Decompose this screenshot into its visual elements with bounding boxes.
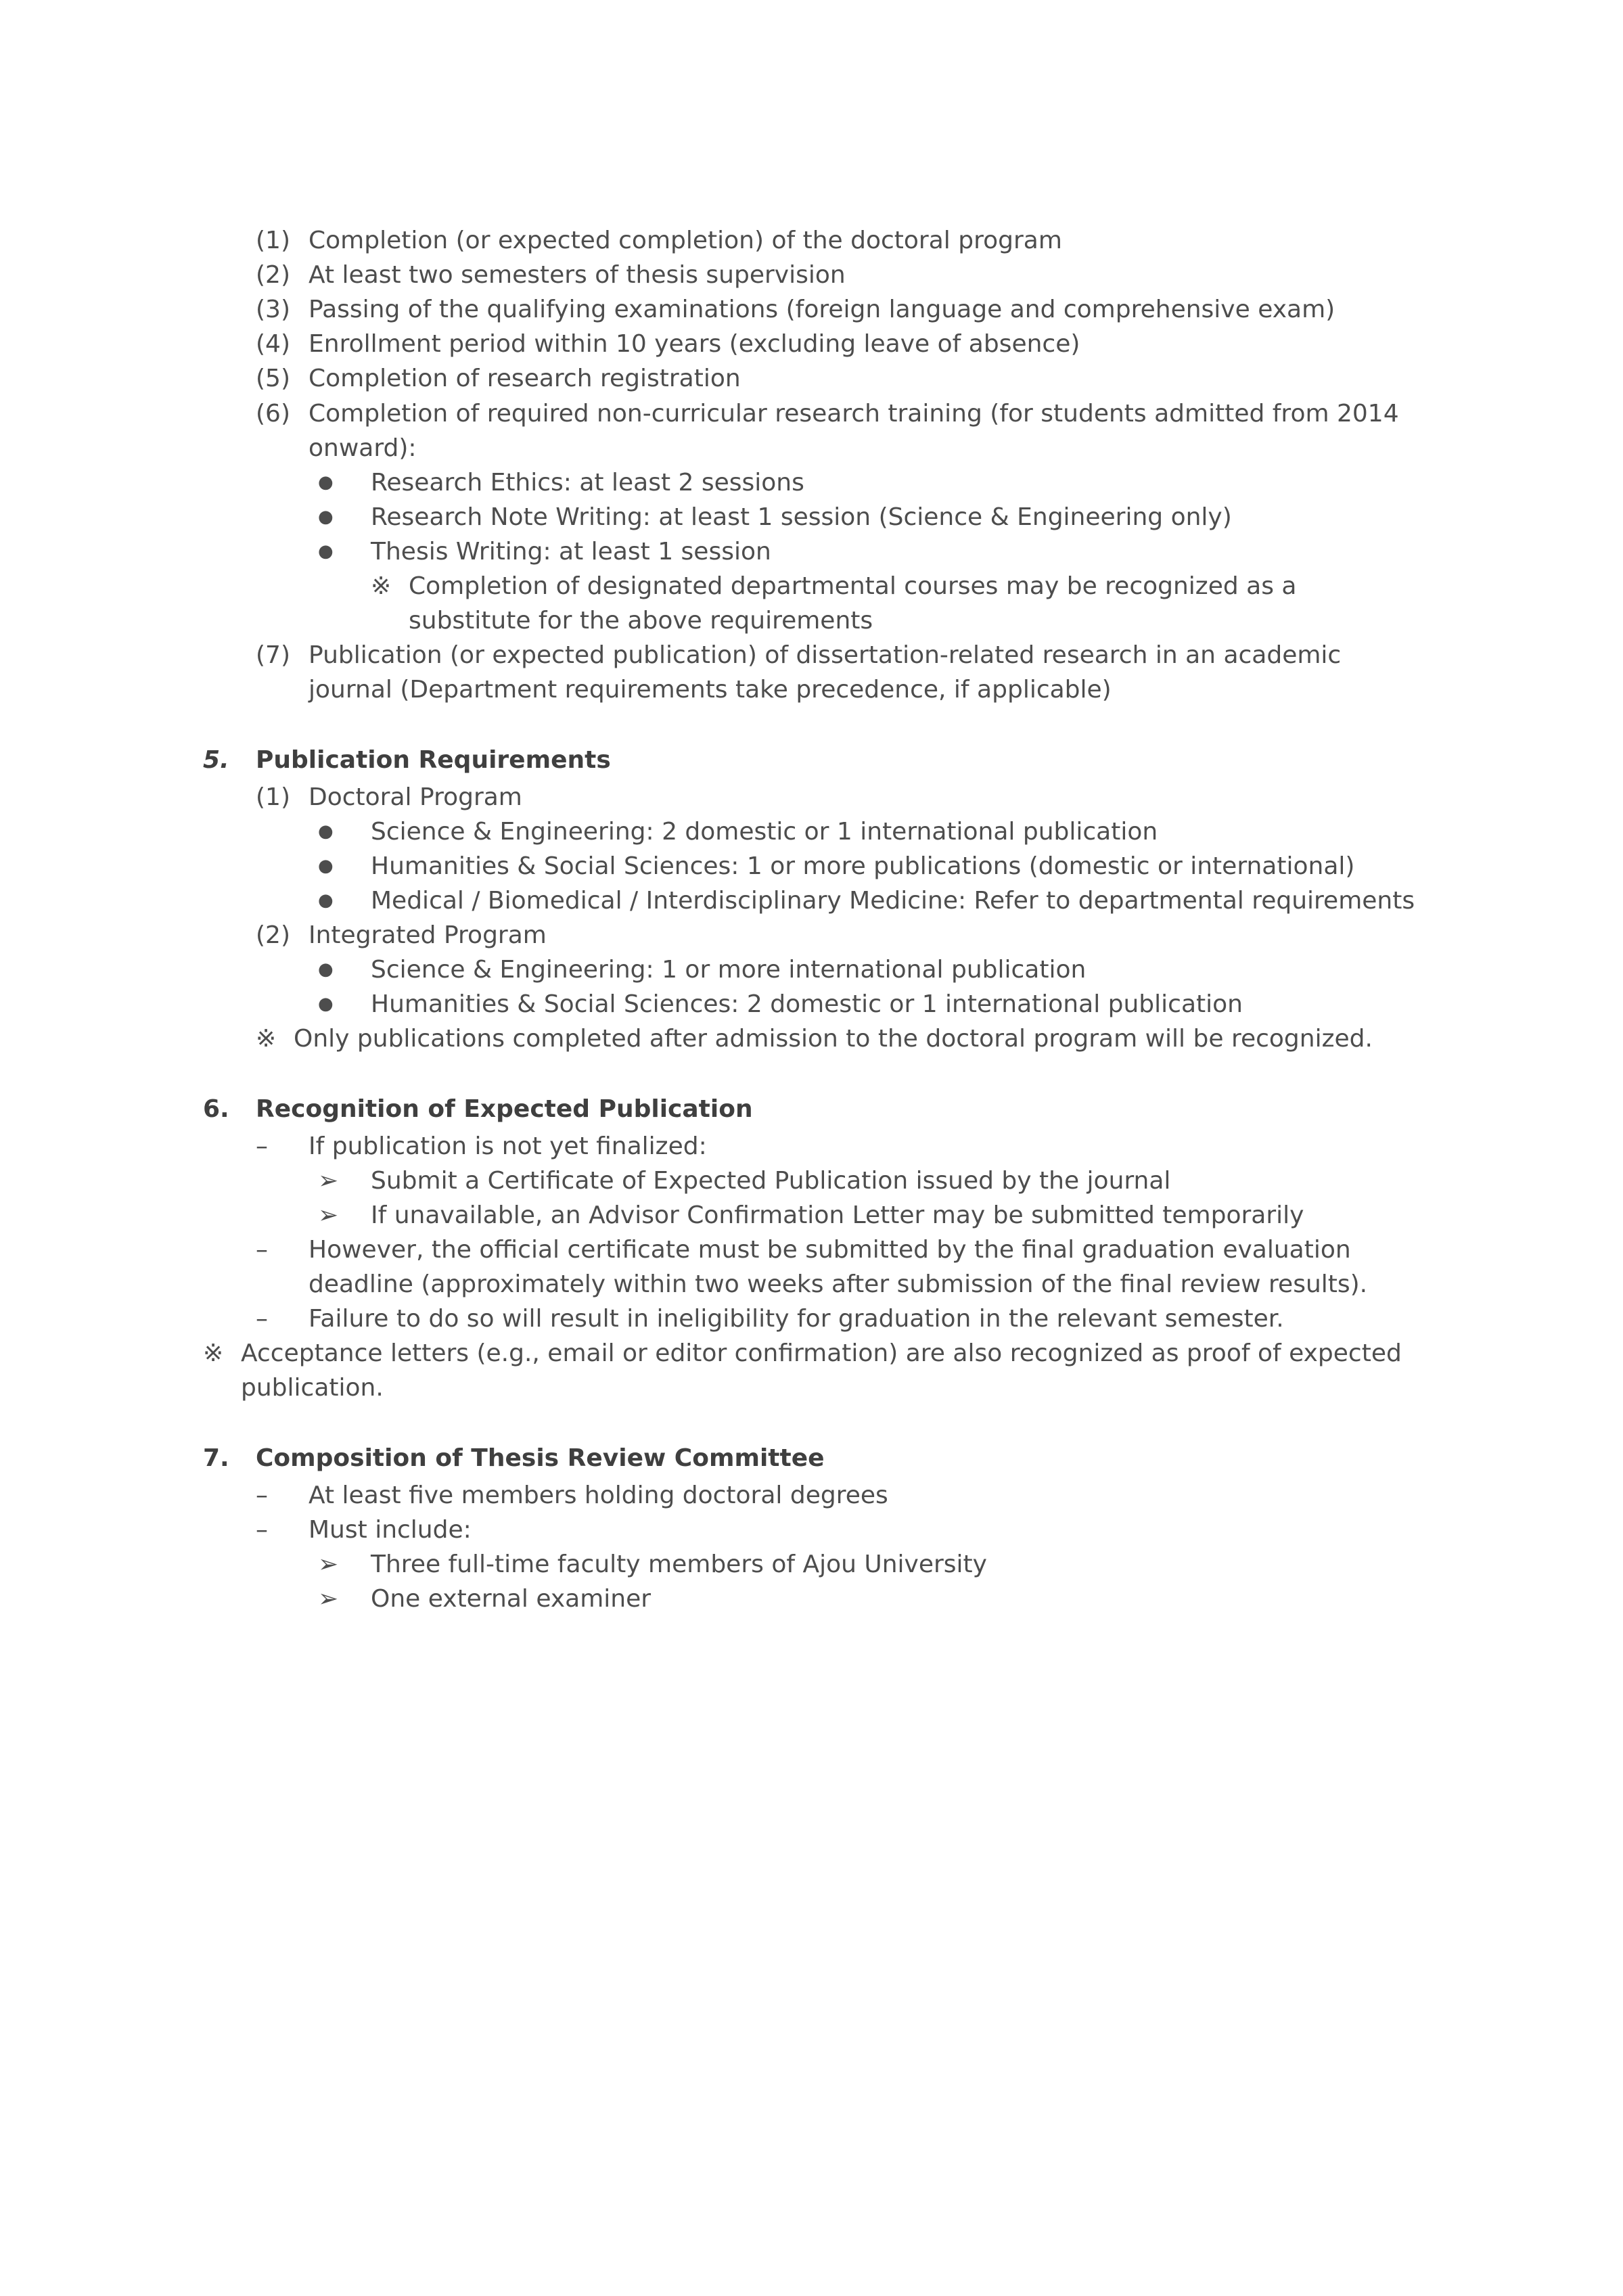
list-item	[318, 952, 1420, 987]
list-item	[318, 987, 1420, 1021]
list-item-text: Three full-time faculty members of Ajou University	[371, 1550, 987, 1578]
note-text: Acceptance letters (e.g., email or editor confirmation) are also recognized as proof of expected publication.	[241, 1339, 1402, 1402]
dash-marker: –	[256, 1481, 268, 1509]
bullet-icon: ●	[318, 472, 334, 492]
section-heading-7	[203, 1441, 1420, 1475]
reference-mark-icon: ※	[203, 1339, 224, 1368]
list-item-text: Research Note Writing: at least 1 session (Science & Engineering only)	[371, 503, 1232, 531]
list-item-text: Science & Engineering: 2 domestic or 1 international publication	[371, 817, 1158, 846]
arrow-bullet-icon: ➢	[318, 1550, 339, 1578]
list-item-text: Medical / Biomedical / Interdisciplinary Medicine: Refer to departmental requirements	[371, 886, 1415, 915]
dash-marker: –	[256, 1132, 268, 1160]
section-title: Composition of Thesis Review Committee	[256, 1444, 825, 1472]
note-item	[371, 569, 1420, 638]
list-item-text: Failure to do so will result in ineligibility for graduation in the relevant semester.	[308, 1305, 1284, 1333]
list-item-text: If unavailable, an Advisor Confirmation Letter may be submitted temporarily	[371, 1201, 1304, 1229]
section-number: 5.	[203, 745, 229, 774]
list-item	[256, 918, 1420, 952]
note-text: Completion of designated departmental courses may be recognized as a substitute for the above requirements	[409, 572, 1297, 635]
reference-mark-icon: ※	[371, 572, 392, 601]
section-heading-5	[203, 743, 1420, 777]
dash-marker: –	[256, 1235, 268, 1264]
list-marker: (7)	[256, 641, 290, 670]
list-item-text: At least five members holding doctoral degrees	[308, 1481, 888, 1509]
list-item-text: At least two semesters of thesis supervision	[308, 261, 846, 290]
list-item	[256, 1233, 1420, 1302]
list-item-text: Doctoral Program	[308, 783, 522, 811]
list-marker: (2)	[256, 921, 290, 950]
list-item	[318, 814, 1420, 849]
list-marker: (3)	[256, 296, 290, 324]
section-heading-6	[203, 1092, 1420, 1126]
bullet-icon: ●	[318, 541, 334, 561]
list-item	[318, 1547, 1420, 1582]
note-item	[256, 1021, 1420, 1056]
list-item-text: Enrollment period within 10 years (excluding leave of absence)	[308, 330, 1080, 359]
list-item-text: Submit a Certificate of Expected Publication issued by the journal	[371, 1166, 1171, 1195]
list-item-text: Completion of required non-curricular research training (for students admitted from 2014 onward):	[308, 399, 1399, 462]
list-item-text: Publication (or expected publication) of dissertation-related research in an academic journal (Department requirements take precedence, if applicable)	[308, 641, 1342, 704]
list-item	[318, 465, 1420, 500]
list-item-text: If publication is not yet finalized:	[308, 1132, 707, 1160]
list-item	[318, 1582, 1420, 1616]
list-item	[256, 327, 1420, 361]
list-item-text: Thesis Writing: at least 1 session	[371, 537, 771, 566]
dash-marker: –	[256, 1515, 268, 1544]
section-title: Recognition of Expected Publication	[256, 1095, 753, 1123]
bullet-icon: ●	[318, 855, 334, 876]
list-item-text: However, the official certificate must be submitted by the final graduation evaluation deadline (approximately within two weeks after submission of the final review results).	[308, 1235, 1368, 1299]
list-item-text: Passing of the qualifying examinations (foreign language and comprehensive exam)	[308, 296, 1335, 324]
section-number: 6.	[203, 1095, 229, 1123]
list-marker: (1)	[256, 783, 290, 811]
list-item	[256, 292, 1420, 327]
reference-mark-icon: ※	[256, 1025, 277, 1053]
note-text: Only publications completed after admission to the doctoral program will be recognized.	[294, 1025, 1373, 1053]
list-item-text: Completion (or expected completion) of the doctoral program	[308, 227, 1062, 254]
note-item	[203, 1336, 1420, 1405]
list-item	[256, 1302, 1420, 1336]
list-item	[256, 1513, 1420, 1547]
list-item	[318, 1198, 1420, 1233]
bullet-icon: ●	[318, 506, 334, 527]
list-item-text: Science & Engineering: 1 or more international publication	[371, 956, 1087, 984]
list-item	[256, 780, 1420, 814]
bullet-icon: ●	[318, 890, 334, 911]
list-item	[256, 396, 1420, 465]
list-item	[318, 849, 1420, 883]
arrow-bullet-icon: ➢	[318, 1201, 339, 1229]
bullet-icon: ●	[318, 821, 334, 842]
list-item	[318, 534, 1420, 569]
list-item	[256, 638, 1420, 707]
list-item-text: One external examiner	[371, 1584, 652, 1613]
list-marker: (6)	[256, 399, 290, 428]
list-item-text: Research Ethics: at least 2 sessions	[371, 468, 804, 497]
list-marker: (5)	[256, 365, 290, 393]
bullet-icon: ●	[318, 959, 334, 980]
list-item	[318, 500, 1420, 534]
list-item	[256, 258, 1420, 292]
list-marker: (1)	[256, 227, 290, 254]
bullet-icon: ●	[318, 994, 334, 1015]
list-marker: (4)	[256, 330, 290, 359]
arrow-bullet-icon: ➢	[318, 1584, 339, 1613]
section-number: 7.	[203, 1444, 229, 1472]
document-body	[203, 223, 1420, 1616]
list-item-text: Humanities & Social Sciences: 2 domestic or 1 international publication	[371, 990, 1243, 1019]
section-title: Publication Requirements	[256, 745, 611, 774]
list-item	[256, 361, 1420, 396]
list-item-text: Completion of research registration	[308, 365, 741, 393]
list-item-text: Humanities & Social Sciences: 1 or more publications (domestic or international)	[371, 852, 1355, 880]
arrow-bullet-icon: ➢	[318, 1166, 339, 1195]
list-item-text: Integrated Program	[308, 921, 547, 950]
list-item	[256, 1129, 1420, 1164]
dash-marker: –	[256, 1305, 268, 1333]
list-marker: (2)	[256, 261, 290, 290]
list-item	[256, 223, 1420, 258]
list-item	[256, 1478, 1420, 1513]
list-item	[318, 1164, 1420, 1198]
list-item-text: Must include:	[308, 1515, 472, 1544]
list-item	[318, 883, 1420, 918]
